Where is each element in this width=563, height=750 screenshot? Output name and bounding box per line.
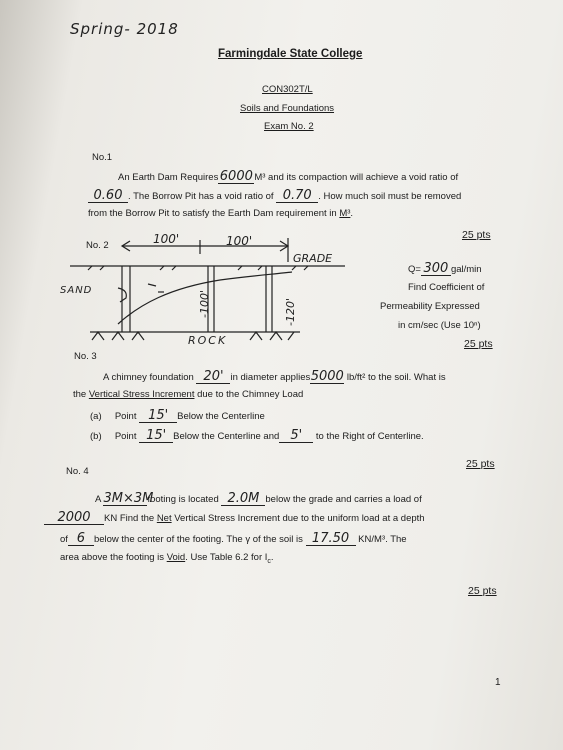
- rock-label: ROCK: [188, 334, 228, 347]
- q4-points: 25 pts: [468, 585, 497, 597]
- q2-flow-value: 300: [423, 261, 449, 276]
- q2-text-3: in cm/sec (Use 10ⁿ): [398, 320, 481, 331]
- q1-volume: 6000: [219, 169, 253, 184]
- depth-mid-label: -100': [198, 290, 211, 318]
- dimension-right-label: 100': [226, 234, 253, 248]
- q2-flow: Q= 300 gal/min: [408, 261, 482, 276]
- q3-part-b: (b) Point 15' Below the Centerline and 5' to the Right of Centerline.: [90, 428, 424, 443]
- dimension-left-label: 100': [153, 232, 180, 246]
- q3-points: 25 pts: [466, 458, 495, 470]
- sand-label: SAND: [60, 285, 93, 296]
- q3-line1: A chimney foundation 20' in diameter applies5000 lb/ft² to the soil. What is: [103, 369, 446, 384]
- q2-text-1: Find Coefficient of: [408, 282, 485, 293]
- q4-number: No. 4: [66, 466, 89, 477]
- q4-line1: A 3M×3Mfooting is located 2.0M below the grade and carries a load of: [95, 491, 422, 506]
- q2-points: 25 pts: [464, 338, 493, 350]
- q3-b-depth: 15': [146, 428, 167, 443]
- q1-void-ratio: 0.60: [93, 188, 123, 203]
- ground-hatching: [88, 266, 308, 270]
- course-subject: Soils and Foundations: [240, 103, 335, 114]
- q2-text-2: Permeability Expressed: [380, 301, 480, 312]
- q1-line3: from the Borrow Pit to satisfy the Earth Dam requirement in M³.: [88, 208, 354, 219]
- q3-diameter: 20': [203, 369, 224, 384]
- q3-a-depth: 15': [148, 408, 169, 423]
- q4-gamma: 17.50: [311, 531, 350, 546]
- q1-number: No.1: [92, 152, 113, 163]
- q1-line1: An Earth Dam Requires6000M³ and its compaction will achieve a void ratio of: [118, 169, 459, 184]
- q3-b-offset: 5': [290, 428, 303, 443]
- q1-pit-void-ratio: 0.70: [282, 188, 312, 203]
- q4-line4: area above the footing is Void. Use Table 6.2 for $I_c$.: [60, 552, 274, 565]
- sand-mark-1: [148, 284, 156, 286]
- grade-label: GRADE: [293, 252, 333, 265]
- q4-line3: of 6 below the center of the footing. The γ of the soil is 17.50 KN/M³. The: [60, 531, 407, 546]
- q1-points: 25 pts: [462, 229, 491, 241]
- depth-right-label: -120': [284, 298, 297, 326]
- q4-depth: 2.0M: [227, 491, 260, 506]
- handwritten-date: Spring- 2018: [70, 20, 179, 38]
- q3-load: 5000: [310, 369, 344, 384]
- page-number: 1: [495, 677, 501, 688]
- q1-line2: 0.60 . The Borrow Pit has a void ratio of 0.70 . How much soil must be removed: [88, 189, 461, 203]
- q3-line2: the Vertical Stress Increment due to the Chimney Load: [73, 389, 304, 400]
- q2-number: No. 2: [86, 240, 109, 251]
- exam-number: Exam No. 2: [264, 121, 314, 132]
- course-code: CON302T/L: [262, 84, 313, 95]
- q4-line2: 2000 KN Find the Net Vertical Stress Increment due to the uniform load at a depth: [44, 511, 425, 525]
- q4-load: 2000: [57, 510, 91, 525]
- college-title: Farmingdale State College: [218, 48, 363, 60]
- q3-part-a: (a) Point 15' Below the Centerline: [90, 408, 265, 423]
- q3-number: No. 3: [74, 351, 97, 362]
- q4-z: 6: [76, 531, 86, 546]
- q4-size: 3M×3M: [103, 491, 154, 506]
